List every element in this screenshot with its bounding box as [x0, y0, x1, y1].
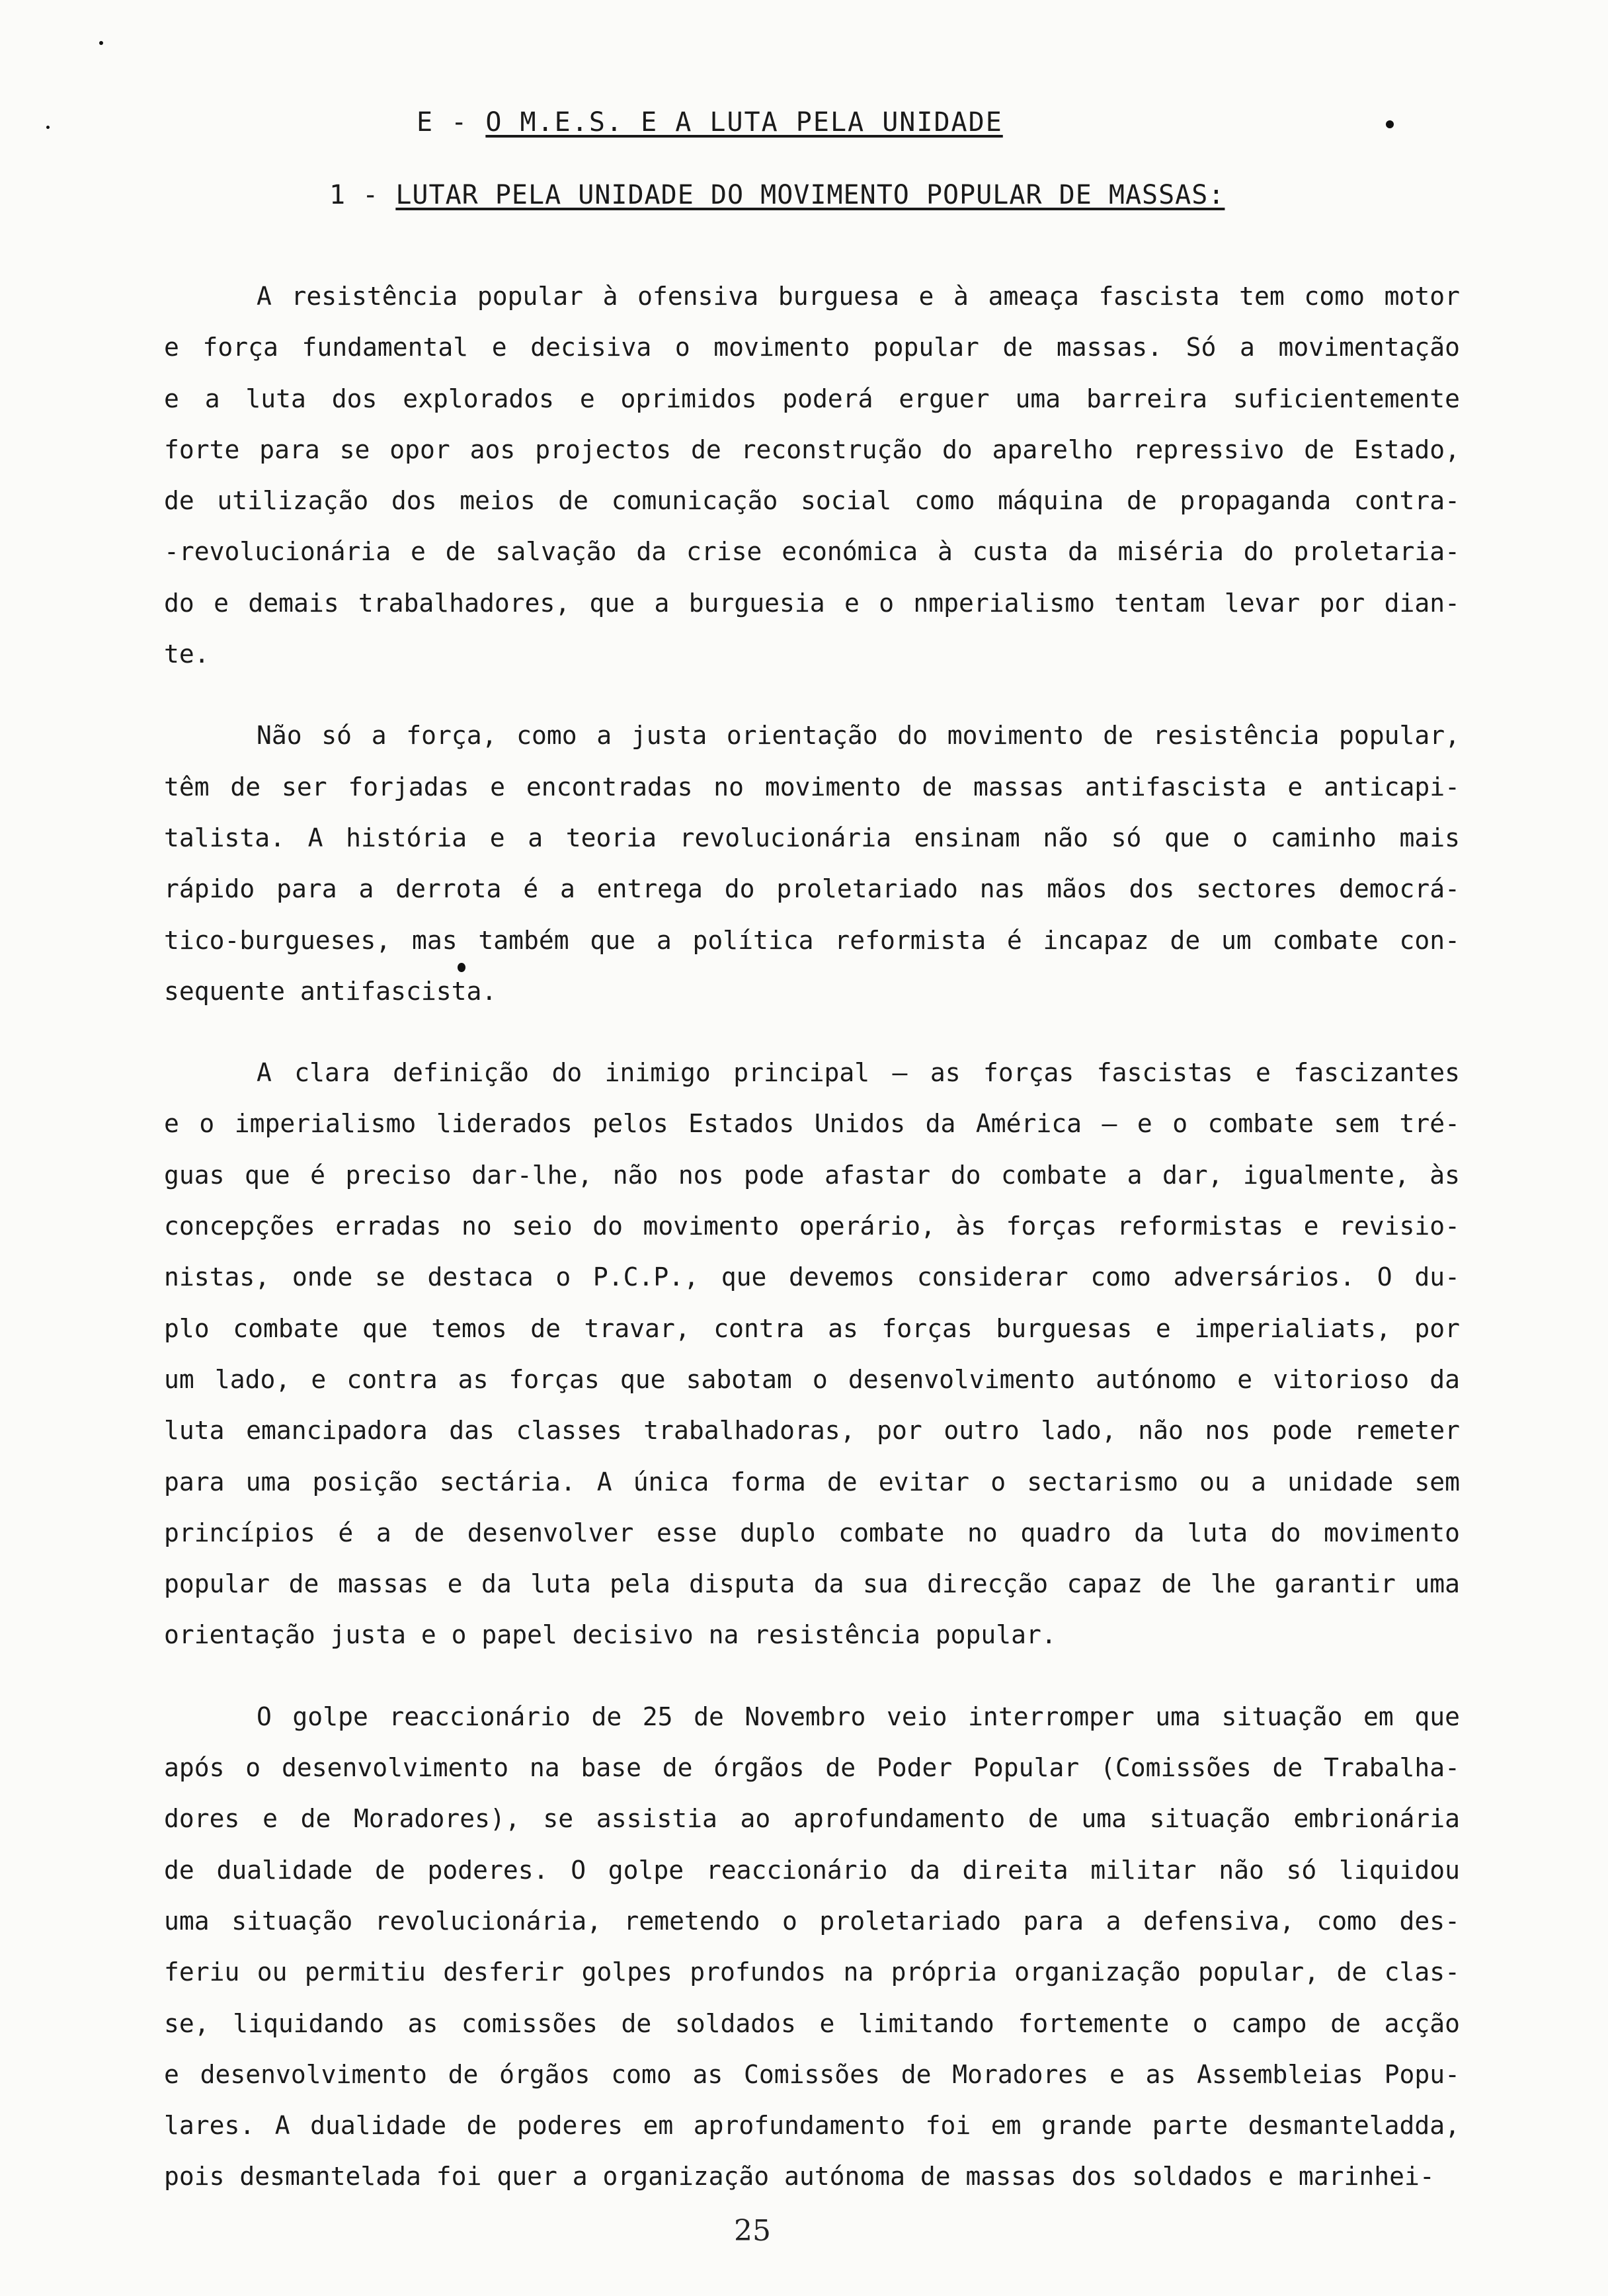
text-line: guas que é preciso dar-lhe, não nos pode afastar do combate a dar, igualmente, às	[164, 1160, 1460, 1190]
ink-speck	[99, 41, 103, 45]
text-line: para uma posição sectária. A única forma de evitar o sectarismo ou a unidade sem	[164, 1467, 1460, 1496]
subsection-title-prefix: 1 -	[329, 180, 396, 210]
text-line: pois desmantelada foi quer a organização autónoma de massas dos soldados e marinhei-	[164, 2162, 1435, 2192]
text-line: sequente antifascista.	[164, 976, 497, 1006]
text-line: te.	[164, 639, 210, 669]
text-line: princípios é a de desenvolver esse duplo combate no quadro da luta do movimento	[164, 1518, 1460, 1547]
text-line: -revolucionária e de salvação da crise económica à custa da miséria do proletaria-	[164, 537, 1460, 567]
text-line: feriu ou permitiu desferir golpes profundos na própria organização popular, de clas-	[164, 1957, 1460, 1987]
text-line: nistas, onde se destaca o P.C.P., que devemos considerar como adversários. O du-	[164, 1262, 1460, 1292]
text-line: O golpe reaccionário de 25 de Novembro veio interromper uma situação em que	[257, 1702, 1460, 1731]
text-line: de utilização dos meios de comunicação social como máquina de propaganda contra-	[164, 486, 1460, 516]
body-text	[164, 271, 1460, 2233]
text-line: concepções erradas no seio do movimento operário, às forças reformistas e revisio-	[164, 1211, 1460, 1241]
text-line: A clara definição do inimigo principal — as forças fascistas e fascizantes	[257, 1058, 1460, 1088]
section-title-prefix: E -	[417, 107, 486, 138]
text-line: têm de ser forjadas e encontradas no movimento de massas antifascista e anticapi-	[164, 772, 1460, 801]
text-line: de dualidade de poderes. O golpe reaccionário da direita militar não só liquidou	[164, 1855, 1460, 1885]
text-line: A resistência popular à ofensiva burguesa e à ameaça fascista tem como motor	[257, 282, 1460, 311]
paragraph	[164, 710, 1460, 1017]
text-line: dores e de Moradores), se assistia ao aprofundamento de uma situação embrionária	[164, 1804, 1460, 1834]
ink-speck	[46, 126, 50, 129]
text-line: um lado, e contra as forças que sabotam o desenvolvimento autónomo e vitorioso da	[164, 1364, 1460, 1394]
text-line: tico-burgueses, mas também que a política reformista é incapaz de um combate con-	[164, 925, 1460, 955]
text-line: lares. A dualidade de poderes em aprofundamento foi em grande parte desmanteladda,	[164, 2111, 1460, 2141]
page-number: 25	[734, 2214, 771, 2248]
paragraph	[164, 271, 1460, 680]
text-line: uma situação revolucionária, remetendo o proletariado para a defensiva, como des-	[164, 1906, 1460, 1936]
text-line: luta emancipadora das classes trabalhadoras, por outro lado, não nos pode remeter	[164, 1416, 1460, 1446]
text-line: e o imperialismo liderados pelos Estados Unidos da América — e o combate sem tré-	[164, 1109, 1460, 1139]
text-line: popular de massas e da luta pela disputa da sua direcção capaz de lhe garantir uma	[164, 1569, 1460, 1599]
text-line: e desenvolvimento de órgãos como as Comissões de Moradores e as Assembleias Popu-	[164, 2059, 1460, 2089]
text-line: plo combate que temos de travar, contra as forças burguesas e imperialiats, por	[164, 1313, 1460, 1343]
paragraph	[164, 1692, 1460, 2203]
text-line: talista. A história e a teoria revolucionária ensinam não só que o caminho mais	[164, 823, 1460, 852]
text-line: e a luta dos explorados e oprimidos poderá erguer uma barreira suficientemente	[164, 384, 1460, 413]
text-line: e força fundamental e decisiva o movimento popular de massas. Só a movimentação	[164, 333, 1460, 362]
text-line: do e demais trabalhadores, que a burguesia e o nmperialismo tentam levar por dian-	[164, 588, 1460, 618]
text-line: após o desenvolvimento na base de órgãos de Poder Popular (Comissões de Trabalha-	[164, 1753, 1460, 1783]
subsection-title	[329, 180, 1225, 210]
ink-speck	[1386, 120, 1394, 128]
subsection-title-text: LUTAR PELA UNIDADE DO MOVIMENTO POPULAR DE MASSAS:	[395, 180, 1225, 210]
text-line: rápido para a derrota é a entrega do proletariado nas mãos dos sectores democrá-	[164, 874, 1460, 904]
paragraph	[164, 1047, 1460, 1661]
text-line: se, liquidando as comissões de soldados e limitando fortemente o campo de acção	[164, 2008, 1460, 2038]
section-title	[417, 107, 1003, 138]
text-line: Não só a força, como a justa orientação do movimento de resistência popular,	[257, 721, 1460, 751]
text-line: forte para se opor aos projectos de reconstrução do aparelho repressivo de Estado,	[164, 434, 1460, 464]
text-line: orientação justa e o papel decisivo na resistência popular.	[164, 1620, 1057, 1650]
section-title-text: O M.E.S. E A LUTA PELA UNIDADE	[485, 107, 1003, 138]
